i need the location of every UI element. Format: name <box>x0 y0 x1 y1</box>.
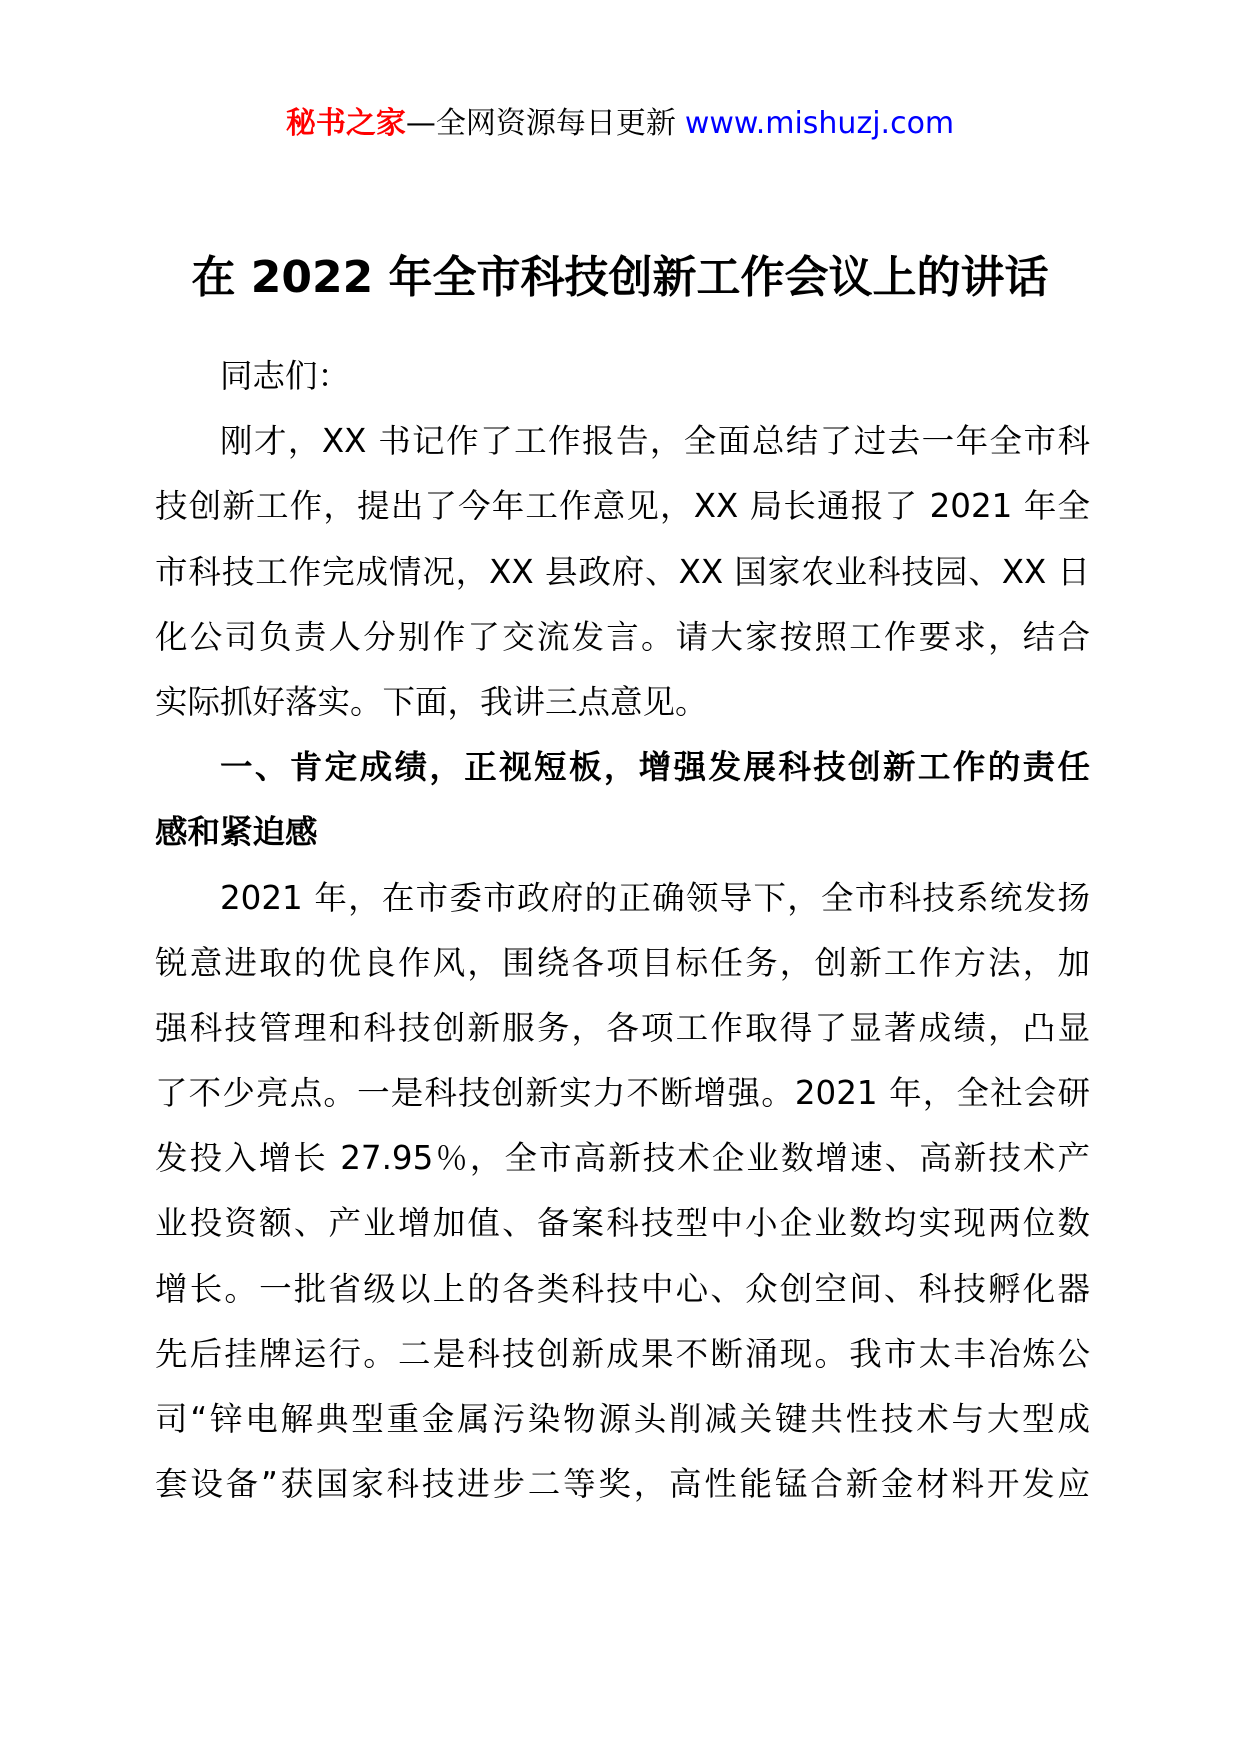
body-line: 锐意进取的优良作风，围绕各项目标任务，创新工作方法，加 <box>155 943 1090 982</box>
paragraph <box>155 866 1090 1518</box>
section-heading-line: 一、肯定成绩，正视短板，增强发展科技创新工作的责任 <box>220 748 1090 787</box>
document-title: 在 2022 年全市科技创新工作会议上的讲话 <box>191 252 1049 303</box>
body-line: 了不少亮点。一是科技创新实力不断增强。2021 年，全社会研 <box>155 1074 1090 1113</box>
body-line: 先后挂牌运行。二是科技创新成果不断涌现。我市太丰冶炼公 <box>155 1334 1090 1373</box>
body-line: 业投资额、产业增加值、备案科技型中小企业数均实现两位数 <box>155 1204 1090 1243</box>
body-line: 刚才，XX 书记作了工作报告，全面总结了过去一年全市科 <box>220 422 1090 461</box>
body-line: 实际抓好落实。下面，我讲三点意见。 <box>155 682 708 721</box>
body-line: 发投入增长 27.95％，全市高新技术企业数增速、高新技术产 <box>155 1139 1090 1178</box>
body-line: 市科技工作完成情况，XX 县政府、XX 国家农业科技园、XX 日 <box>155 552 1090 591</box>
salutation-paragraph <box>155 344 1090 409</box>
body-line: 司“锌电解典型重金属污染物源头削减关键共性技术与大型成 <box>155 1400 1090 1438</box>
document-body <box>155 344 1090 1517</box>
body-line: 强科技管理和科技创新服务，各项工作取得了显著成绩，凸显 <box>155 1008 1090 1047</box>
body-line: 化公司负责人分别作了交流发言。请大家按照工作要求，结合 <box>155 617 1090 656</box>
site-brand: 秘书之家 <box>285 106 406 141</box>
body-line: 增长。一批省级以上的各类科技中心、众创空间、科技孵化器 <box>155 1269 1090 1308</box>
paragraph <box>155 409 1090 735</box>
body-line: 套设备”获国家科技进步二等奖，高性能锰合新金材料开发应 <box>155 1465 1090 1504</box>
site-header <box>0 104 1240 144</box>
salutation: 同志们： <box>220 357 351 395</box>
section-heading-line: 感和紧迫感 <box>155 813 318 852</box>
section-heading <box>155 735 1090 865</box>
body-line: 2021 年，在市委市政府的正确领导下，全市科技系统发扬 <box>220 878 1090 917</box>
site-url-link[interactable]: www.mishuzj.com <box>684 106 955 141</box>
site-tagline: —全网资源每日更新 <box>405 106 676 141</box>
body-line: 技创新工作，提出了今年工作意见，XX 局长通报了 2021 年全 <box>155 487 1090 526</box>
